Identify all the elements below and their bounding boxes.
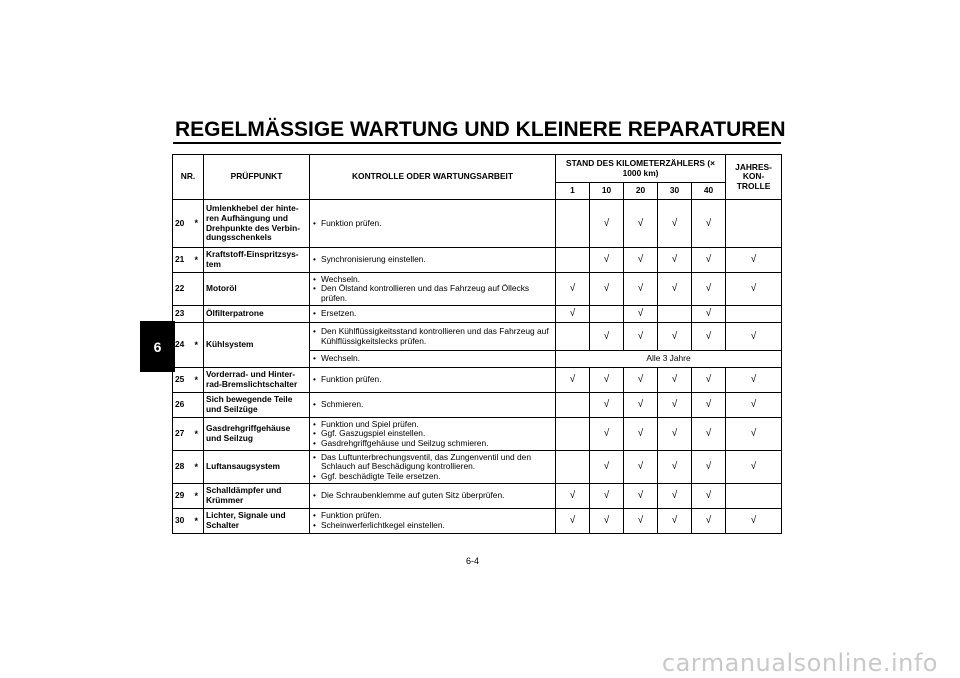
check-cell: √ (726, 248, 782, 273)
work-step: • Funktion prüfen. (321, 511, 553, 521)
check-cell (658, 306, 692, 323)
work-cell (310, 200, 556, 248)
work-step: • Das Luftunterbrechungsventil, das Zungenventil und den Schlauch auf Beschädigung kontrollieren. (321, 453, 553, 472)
row-asterisk: * (195, 418, 204, 451)
check-cell: √ (624, 248, 658, 273)
work-cell (310, 306, 556, 323)
check-cell: √ (726, 368, 782, 393)
check-cell: √ (658, 368, 692, 393)
row-item: Motoröl (204, 273, 310, 306)
check-cell: √ (624, 484, 658, 509)
table-row (173, 248, 782, 273)
row-asterisk: * (195, 323, 204, 368)
title-rule (173, 142, 781, 144)
check-cell: √ (590, 368, 624, 393)
check-cell: √ (692, 200, 726, 248)
row-number: 29 (173, 484, 195, 509)
header-odometer-mark: 40 (692, 183, 726, 200)
check-cell: √ (556, 368, 590, 393)
check-cell: √ (726, 509, 782, 534)
check-cell: √ (658, 509, 692, 534)
check-cell: √ (658, 393, 692, 418)
row-item: Kühlsystem (204, 323, 310, 368)
work-step: • Wechseln. (321, 275, 553, 285)
check-cell (726, 306, 782, 323)
check-cell: √ (556, 484, 590, 509)
work-step: • Den Kühlflüssigkeitsstand kontrollieren und das Fahrzeug auf Kühlflüssigkeitslecks prüfen. (321, 327, 553, 346)
table-row (173, 418, 782, 451)
check-cell: √ (624, 451, 658, 484)
row-item: Schalldämpfer und Krümmer (204, 484, 310, 509)
check-cell: √ (692, 248, 726, 273)
check-cell: √ (590, 200, 624, 248)
row-asterisk: * (195, 200, 204, 248)
table-row (173, 306, 782, 323)
row-item: Kraftstoff-Einspritzsys-tem (204, 248, 310, 273)
check-cell: √ (692, 451, 726, 484)
check-cell (556, 418, 590, 451)
header-odometer-mark: 20 (624, 183, 658, 200)
check-cell: √ (590, 273, 624, 306)
check-cell: √ (658, 200, 692, 248)
check-cell: √ (692, 368, 726, 393)
check-cell: √ (624, 306, 658, 323)
maintenance-table (172, 154, 782, 534)
table-row (173, 509, 782, 534)
check-cell: √ (556, 273, 590, 306)
check-cell: √ (624, 509, 658, 534)
work-cell (310, 484, 556, 509)
check-cell: √ (726, 451, 782, 484)
row-item: Sich bewegende Teile und Seilzüge (204, 393, 310, 418)
check-cell: √ (590, 509, 624, 534)
check-cell (556, 451, 590, 484)
header-odometer-mark: 1 (556, 183, 590, 200)
check-cell: √ (692, 306, 726, 323)
work-step: • Gasdrehgriffgehäuse und Seilzug schmieren. (321, 439, 553, 449)
work-step: • Synchronisierung einstellen. (321, 255, 553, 265)
check-cell: √ (658, 248, 692, 273)
check-cell: √ (590, 418, 624, 451)
row-item: Luftansaugsystem (204, 451, 310, 484)
row-number: 24 (173, 323, 195, 368)
check-cell: √ (692, 509, 726, 534)
page-number: 6-4 (466, 556, 480, 566)
check-cell: √ (590, 323, 624, 351)
table-row (173, 393, 782, 418)
header-odometer: STAND DES KILOMETERZÄHLERS (× 1000 km) (556, 155, 726, 183)
row-asterisk: * (195, 248, 204, 273)
check-cell (556, 393, 590, 418)
work-step: • Funktion und Spiel prüfen. (321, 420, 553, 430)
work-cell (310, 273, 556, 306)
table-row (173, 200, 782, 248)
row-asterisk (195, 306, 204, 323)
check-cell: √ (590, 248, 624, 273)
work-cell (310, 418, 556, 451)
header-work: KONTROLLE ODER WARTUNGSARBEIT (310, 155, 556, 200)
check-cell: √ (658, 323, 692, 351)
check-cell: √ (658, 484, 692, 509)
table-row (173, 273, 782, 306)
check-cell (556, 200, 590, 248)
watermark: carmanualsonline.info (661, 649, 938, 677)
row-item: Lichter, Signale und Schalter (204, 509, 310, 534)
check-cell: √ (726, 273, 782, 306)
check-cell: √ (726, 323, 782, 351)
work-step: • Den Ölstand kontrollieren und das Fahrzeug auf Öllecks prüfen. (321, 284, 553, 303)
work-step: • Schmieren. (321, 400, 553, 410)
row-asterisk (195, 393, 204, 418)
check-cell: √ (624, 200, 658, 248)
check-cell (726, 200, 782, 248)
row-number: 25 (173, 368, 195, 393)
check-cell: √ (624, 393, 658, 418)
header-odometer-mark: 30 (658, 183, 692, 200)
header-annual: JAHRES- KON- TROLLE (726, 155, 782, 200)
check-cell (556, 323, 590, 351)
check-cell: √ (692, 273, 726, 306)
check-cell: √ (692, 393, 726, 418)
work-cell (310, 451, 556, 484)
work-step: • Funktion prüfen. (321, 375, 553, 385)
header-nr: NR. (173, 155, 204, 200)
check-cell: √ (658, 451, 692, 484)
check-cell (556, 248, 590, 273)
work-step: • Ersetzen. (321, 309, 553, 319)
row-number: 28 (173, 451, 195, 484)
check-cell: √ (624, 418, 658, 451)
check-cell: √ (590, 484, 624, 509)
work-step: • Ggf. beschädigte Teile ersetzen. (321, 472, 553, 482)
check-cell: √ (556, 509, 590, 534)
page-title: REGELMÄSSIGE WARTUNG UND KLEINERE REPARATUREN (175, 118, 786, 141)
check-cell: √ (692, 323, 726, 351)
row-item: Gasdrehgriffgehäuse und Seilzug (204, 418, 310, 451)
row-number: 20 (173, 200, 195, 248)
table-row (173, 368, 782, 393)
check-cell: √ (624, 323, 658, 351)
row-item: Umlenkhebel der hinte-ren Aufhängung und Drehpunkte des Verbin-dungsschenkels (204, 200, 310, 248)
check-cell: √ (624, 368, 658, 393)
row-asterisk: * (195, 484, 204, 509)
header-item: PRÜFPUNKT (204, 155, 310, 200)
row-number: 30 (173, 509, 195, 534)
row-item: Ölfilterpatrone (204, 306, 310, 323)
work-step: • Funktion prüfen. (321, 219, 553, 229)
check-cell: √ (590, 451, 624, 484)
row-asterisk: * (195, 451, 204, 484)
check-cell: √ (590, 393, 624, 418)
row-number: 27 (173, 418, 195, 451)
check-cell: √ (624, 273, 658, 306)
row-number: 26 (173, 393, 195, 418)
work-cell (310, 323, 556, 351)
check-cell: √ (658, 418, 692, 451)
check-cell: √ (692, 484, 726, 509)
check-cell (726, 484, 782, 509)
table-row (173, 451, 782, 484)
table-row (173, 484, 782, 509)
row-number: 23 (173, 306, 195, 323)
check-cell: √ (692, 418, 726, 451)
work-step: • Wechseln. (321, 354, 553, 364)
check-cell: √ (726, 418, 782, 451)
row-asterisk: * (195, 368, 204, 393)
work-step: • Ggf. Gaszugspiel einstellen. (321, 429, 553, 439)
row-asterisk: * (195, 509, 204, 534)
check-cell: √ (726, 393, 782, 418)
header-odometer-mark: 10 (590, 183, 624, 200)
work-step: • Scheinwerferlichtkegel einstellen. (321, 521, 553, 531)
row-item: Vorderrad- und Hinter-rad-Bremslichtschalter (204, 368, 310, 393)
interval-span-cell: Alle 3 Jahre (556, 351, 782, 368)
work-step: • Die Schraubenklemme auf guten Sitz überprüfen. (321, 491, 553, 501)
check-cell: √ (556, 306, 590, 323)
work-cell (310, 248, 556, 273)
work-cell (310, 509, 556, 534)
row-asterisk (195, 273, 204, 306)
row-number: 21 (173, 248, 195, 273)
row-number: 22 (173, 273, 195, 306)
work-cell (310, 368, 556, 393)
chapter-tab: 6 (140, 321, 175, 372)
work-cell (310, 393, 556, 418)
work-cell (310, 351, 556, 368)
check-cell: √ (658, 273, 692, 306)
check-cell (590, 306, 624, 323)
table-row (173, 323, 782, 351)
